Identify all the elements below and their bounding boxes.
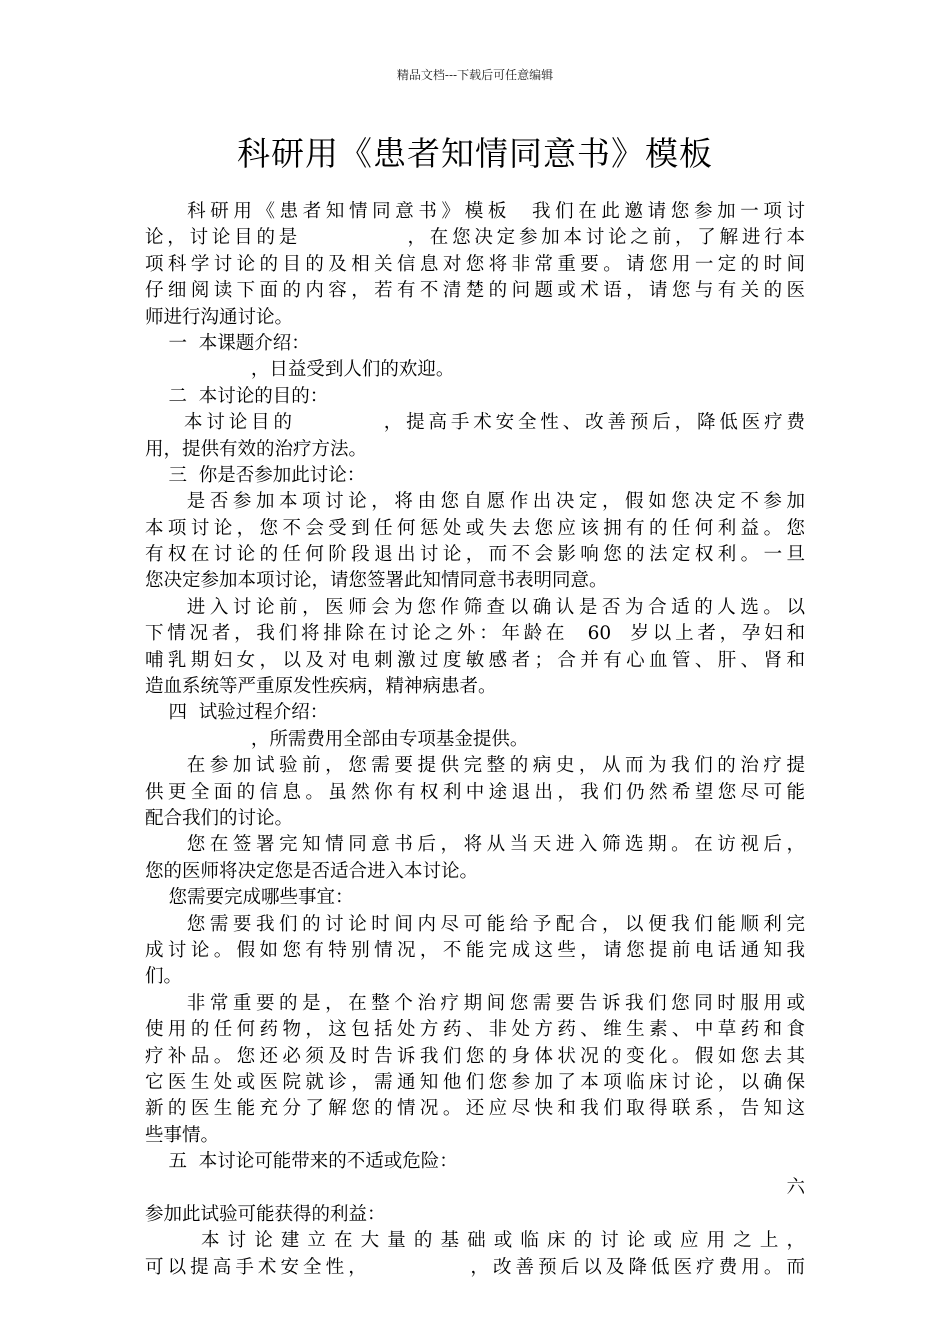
text-line: 参加此试验可能获得的利益： bbox=[145, 1203, 386, 1225]
text-line: 新的医生能充分了解您的情况。还应尽快和我们取得联系，告知这 bbox=[145, 1098, 805, 1120]
text-line: 四 试验过程介绍： bbox=[145, 702, 329, 724]
text-line: 仔细阅读下面的内容，若有不清楚的问题或术语，请您与有关的医 bbox=[145, 280, 805, 302]
text-line: 您需要我们的讨论时间内尽可能给予配合，以便我们能顺利完 bbox=[145, 913, 805, 935]
text-line: 本讨论建立在大量的基础或临床的讨论或应用之上， bbox=[145, 1230, 805, 1252]
text-line: 二 本讨论的目的： bbox=[145, 385, 329, 407]
text-line: 本项讨论，您不会受到任何惩处或失去您应该拥有的任何利益。您 bbox=[145, 517, 805, 539]
text-line: 些事情。 bbox=[145, 1124, 220, 1146]
text-line: 师进行沟通讨论。 bbox=[145, 306, 294, 328]
text-line: 您的医师将决定您是否适合进入本讨论。 bbox=[145, 860, 479, 882]
text-line: 您在签署完知情同意书后，将从当天进入筛选期。在访视后， bbox=[145, 834, 805, 856]
text-line: 造血系统等严重原发性疾病，精神病患者。 bbox=[145, 676, 497, 698]
text-line: 使用的任何药物，这包括处方药、非处方药、维生素、中草药和食 bbox=[145, 1019, 805, 1041]
text-line: 进入讨论前，医师会为您作筛查以确认是否为合适的人选。以 bbox=[145, 596, 805, 618]
text-line: 配合我们的讨论。 bbox=[145, 807, 294, 829]
text-line: 疗补品。您还必须及时告诉我们您的身体状况的变化。假如您去其 bbox=[145, 1045, 805, 1067]
text-line: 们。 bbox=[145, 966, 183, 988]
text-line: 在参加试验前，您需要提供完整的病史，从而为我们的治疗提 bbox=[145, 755, 805, 777]
text-line: 它医生处或医院就诊，需通知他们您参加了本项临床讨论，以确保 bbox=[145, 1071, 805, 1093]
text-line: 五 本讨论可能带来的不适或危险： bbox=[145, 1151, 458, 1173]
text-line: 您需要完成哪些事宜： bbox=[145, 887, 354, 909]
text-line: ，所需费用全部由专项基金提供。 bbox=[145, 728, 529, 750]
text-line: 下情况者，我们将排除在讨论之外：年龄在 60 岁以上者，孕妇和 bbox=[145, 623, 805, 645]
text-line: 哺乳期妇女，以及对电刺激过度敏感者；合并有心血管、肝、肾和 bbox=[145, 649, 805, 671]
document-body bbox=[145, 199, 805, 1281]
text-line: 是否参加本项讨论，将由您自愿作出决定，假如您决定不参加 bbox=[145, 491, 805, 513]
text-line: 供更全面的信息。虽然你有权利中途退出，我们仍然希望您尽可能 bbox=[145, 781, 805, 803]
text-line: 六 bbox=[786, 1177, 805, 1199]
page-header: 精品文档---下载后可任意编辑 bbox=[396, 68, 554, 82]
text-line: 三 你是否参加此讨论： bbox=[145, 464, 366, 486]
text-line: 成讨论。假如您有特别情况，不能完成这些，请您提前电话通知我 bbox=[145, 939, 805, 961]
text-line: 本讨论目的 ，提高手术安全性、改善预后，降低医疗费 bbox=[145, 412, 805, 434]
text-line: 论，讨论目的是 ，在您决定参加本讨论之前，了解进行本 bbox=[145, 227, 805, 249]
text-line: 非常重要的是，在整个治疗期间您需要告诉我们您同时服用或 bbox=[145, 992, 805, 1014]
text-line: 科研用《患者知情同意书》模板 我们在此邀请您参加一项讨 bbox=[145, 201, 805, 222]
document-title: 科研用《患者知情同意书》模板 bbox=[237, 134, 713, 173]
text-line: 您决定参加本项讨论，请您签署此知情同意书表明同意。 bbox=[145, 570, 608, 592]
text-line: 可以提高手术安全性， ，改善预后以及降低医疗费用。而 bbox=[145, 1256, 805, 1278]
text-line: 用，提供有效的治疗方法。 bbox=[145, 438, 368, 460]
text-line: 有权在讨论的任何阶段退出讨论，而不会影响您的法定权利。一旦 bbox=[145, 544, 805, 566]
text-line: 项科学讨论的目的及相关信息对您将非常重要。请您用一定的时间 bbox=[145, 253, 805, 275]
text-line: 一 本课题介绍： bbox=[145, 332, 310, 354]
text-line: ，日益受到人们的欢迎。 bbox=[145, 359, 455, 381]
